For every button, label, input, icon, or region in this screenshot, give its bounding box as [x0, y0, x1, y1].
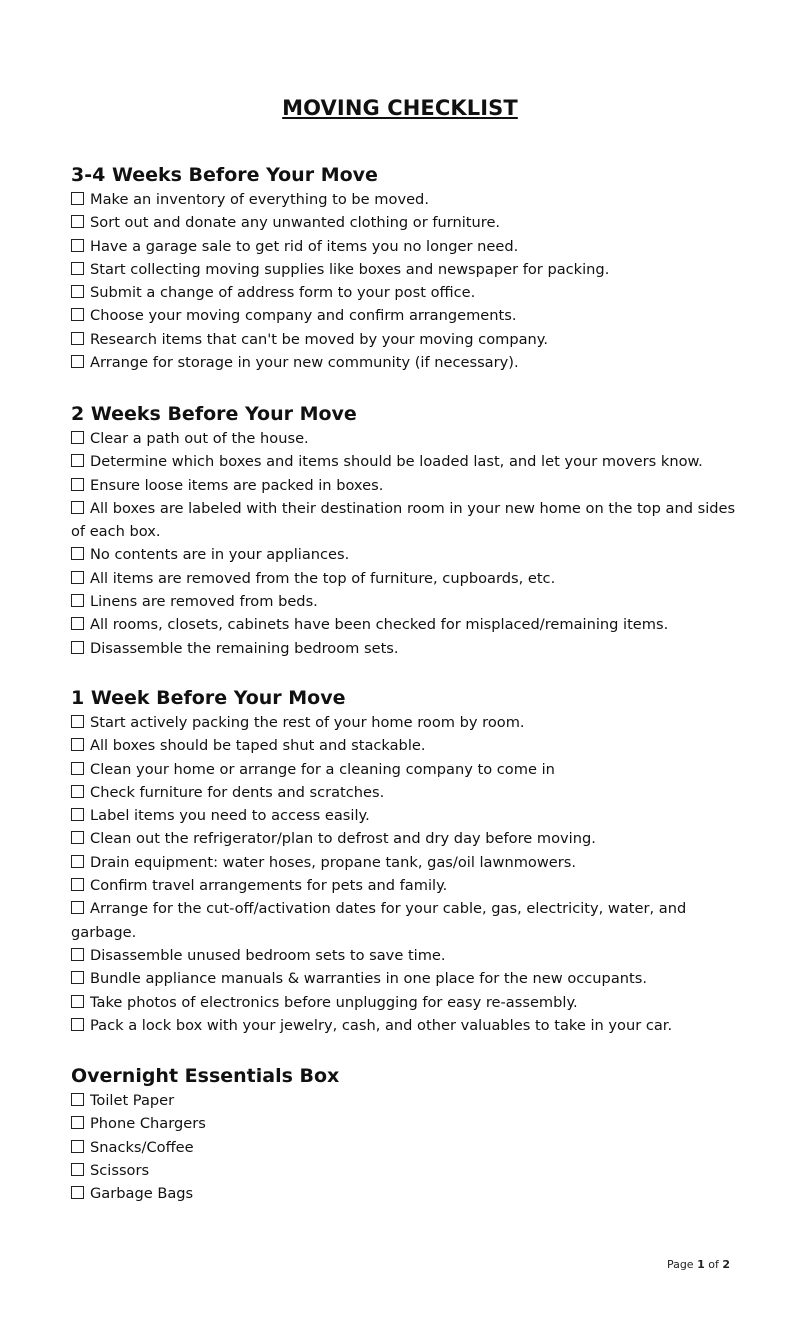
checklist-item	[71, 543, 736, 566]
checklist-item-text: Sort out and donate any unwanted clothing or furniture.	[90, 214, 501, 232]
checklist-item	[71, 427, 736, 450]
checklist-item-text: Make an inventory of everything to be moved.	[90, 191, 429, 208]
checklist-item-text: Disassemble the remaining bedroom sets.	[90, 639, 399, 657]
checklist	[71, 1089, 736, 1205]
checklist-item-text: Garbage Bags	[90, 1185, 194, 1203]
section-heading: 2 Weeks Before Your Move	[71, 403, 357, 425]
checklist-item-text: No contents are in your appliances.	[90, 546, 350, 564]
checkbox-icon[interactable]	[71, 808, 84, 821]
section-3-4-weeks	[71, 162, 736, 374]
checkbox-icon[interactable]	[71, 878, 84, 891]
checklist-item	[71, 734, 736, 757]
section-heading: Overnight Essentials Box	[71, 1065, 340, 1087]
checkbox-icon[interactable]	[71, 478, 84, 491]
checklist-item-text: Submit a change of address form to your post office.	[90, 284, 476, 302]
checkbox-icon[interactable]	[71, 762, 84, 775]
checklist-item	[71, 211, 736, 234]
checkbox-icon[interactable]	[71, 547, 84, 560]
checklist-item	[71, 351, 736, 374]
page-middle: of	[704, 1258, 723, 1271]
checklist-item	[71, 1014, 736, 1037]
checklist-item-text: Arrange for the cut-off/activation dates for your cable, gas, electricity, water, and garbage.	[71, 900, 687, 941]
page-title: MOVING CHECKLIST	[282, 96, 518, 120]
checklist-item-text: Pack a lock box with your jewelry, cash, and other valuables to take in your car.	[90, 1016, 673, 1034]
checklist-item	[71, 851, 736, 874]
checklist-item-text: Start collecting moving supplies like boxes and newspaper for packing.	[90, 260, 610, 278]
checkbox-icon[interactable]	[71, 901, 84, 914]
section-heading: 1 Week Before Your Move	[71, 687, 346, 709]
checkbox-icon[interactable]	[71, 641, 84, 654]
checklist-item-text: Ensure loose items are packed in boxes.	[90, 476, 384, 494]
checkbox-icon[interactable]	[71, 571, 84, 584]
checklist-item-text: All boxes should be taped shut and stackable.	[90, 737, 426, 755]
checklist-item	[71, 967, 736, 990]
checklist	[71, 427, 736, 660]
checkbox-icon[interactable]	[71, 855, 84, 868]
checklist-item	[71, 781, 736, 804]
checklist	[71, 711, 736, 1037]
checklist-item	[71, 567, 736, 590]
checklist-item-text: Clean your home or arrange for a cleaning company to come in	[90, 760, 555, 778]
checklist-item-text: Linens are removed from beds.	[90, 593, 318, 611]
checklist-item-text: Choose your moving company and confirm arrangements.	[90, 307, 517, 325]
page-prefix: Page	[666, 1258, 698, 1271]
checkbox-icon[interactable]	[71, 262, 84, 275]
checklist-item-text: Disassemble unused bedroom sets to save time.	[90, 946, 446, 964]
checklist-item-text: Start actively packing the rest of your home room by room.	[90, 714, 525, 731]
section-1-week	[71, 685, 736, 1037]
checklist-item-text: Clean out the refrigerator/plan to defrost and dry day before moving.	[90, 830, 596, 848]
checkbox-icon[interactable]	[71, 594, 84, 607]
checklist-item	[71, 1182, 736, 1205]
checkbox-icon[interactable]	[71, 1093, 84, 1106]
checklist-item	[71, 637, 736, 660]
checklist-item-text: Arrange for storage in your new community (if necessary).	[90, 354, 519, 372]
checklist-item	[71, 711, 736, 734]
checkbox-icon[interactable]	[71, 1163, 84, 1176]
page-number	[667, 1258, 730, 1271]
checklist-item	[71, 758, 736, 781]
checklist-item-text: Snacks/Coffee	[90, 1138, 194, 1156]
checkbox-icon[interactable]	[71, 995, 84, 1008]
checklist-item	[71, 235, 736, 258]
checklist-item-text: Drain equipment: water hoses, propane tank, gas/oil lawnmowers.	[90, 853, 576, 871]
checkbox-icon[interactable]	[71, 1186, 84, 1199]
checklist-item-text: Take photos of electronics before unplugging for easy re-assembly.	[90, 993, 578, 1011]
checklist-item-text: Check furniture for dents and scratches.	[90, 783, 385, 801]
checkbox-icon[interactable]	[71, 308, 84, 321]
checklist-item-text: All rooms, closets, cabinets have been checked for misplaced/remaining items.	[90, 616, 669, 634]
checklist-item-text: Phone Chargers	[90, 1115, 206, 1133]
section-overnight-essentials	[71, 1063, 736, 1205]
checkbox-icon[interactable]	[71, 501, 84, 514]
checklist-item-text: Research items that can't be moved by your moving company.	[90, 330, 548, 348]
checklist-item-text: Scissors	[90, 1161, 150, 1179]
checkbox-icon[interactable]	[71, 239, 84, 252]
checklist-item	[71, 1136, 736, 1159]
checklist-item	[71, 497, 736, 544]
checkbox-icon[interactable]	[71, 1116, 84, 1129]
checklist-item-text: Clear a path out of the house.	[90, 430, 309, 447]
checklist-item	[71, 328, 736, 351]
section-2-weeks	[71, 401, 736, 660]
checkbox-icon[interactable]	[71, 617, 84, 630]
checkbox-icon[interactable]	[71, 454, 84, 467]
checklist-item	[71, 474, 736, 497]
page-current: 1	[697, 1258, 705, 1271]
checklist-item-text: Label items you need to access easily.	[90, 807, 370, 825]
checkbox-icon[interactable]	[71, 738, 84, 751]
checklist-item	[71, 804, 736, 827]
checkbox-icon[interactable]	[71, 332, 84, 345]
checklist-item	[71, 1159, 736, 1182]
checklist-item	[71, 590, 736, 613]
checklist-item-text: Have a garage sale to get rid of items you no longer need.	[90, 237, 519, 255]
checkbox-icon[interactable]	[71, 785, 84, 798]
checklist-item	[71, 1112, 736, 1135]
checklist-item	[71, 944, 736, 967]
checkbox-icon[interactable]	[71, 355, 84, 368]
checklist-item	[71, 450, 736, 473]
checkbox-icon[interactable]	[71, 431, 84, 444]
checklist-item	[71, 258, 736, 281]
checkbox-icon[interactable]	[71, 971, 84, 984]
checklist-item-text: Confirm travel arrangements for pets and family.	[90, 877, 448, 895]
checklist-item	[71, 897, 736, 944]
checklist-item	[71, 304, 736, 327]
checklist-item	[71, 613, 736, 636]
checklist-item	[71, 827, 736, 850]
checkbox-icon[interactable]	[71, 215, 84, 228]
checklist	[71, 188, 736, 374]
checkbox-icon[interactable]	[71, 1018, 84, 1031]
checklist-item	[71, 281, 736, 304]
checklist-item-text: All items are removed from the top of furniture, cupboards, etc.	[90, 569, 556, 587]
checkbox-icon[interactable]	[71, 285, 84, 298]
checkbox-icon[interactable]	[71, 831, 84, 844]
checklist-item	[71, 188, 736, 211]
checklist-item-text: Toilet Paper	[90, 1092, 175, 1109]
checklist-item	[71, 874, 736, 897]
checklist-item-text: All boxes are labeled with their destination room in your new home on the top and sides of each box.	[71, 499, 736, 541]
checklist-item-text: Bundle appliance manuals & warranties in one place for the new occupants.	[90, 970, 647, 988]
checkbox-icon[interactable]	[71, 715, 84, 728]
checklist-item-text: Determine which boxes and items should be loaded last, and let your movers know.	[90, 453, 703, 471]
checklist-item	[71, 1089, 736, 1112]
checklist-item	[71, 991, 736, 1014]
checkbox-icon[interactable]	[71, 192, 84, 205]
checkbox-icon[interactable]	[71, 1140, 84, 1153]
checkbox-icon[interactable]	[71, 948, 84, 961]
page-total: 2	[722, 1258, 730, 1271]
section-heading: 3-4 Weeks Before Your Move	[71, 164, 378, 186]
